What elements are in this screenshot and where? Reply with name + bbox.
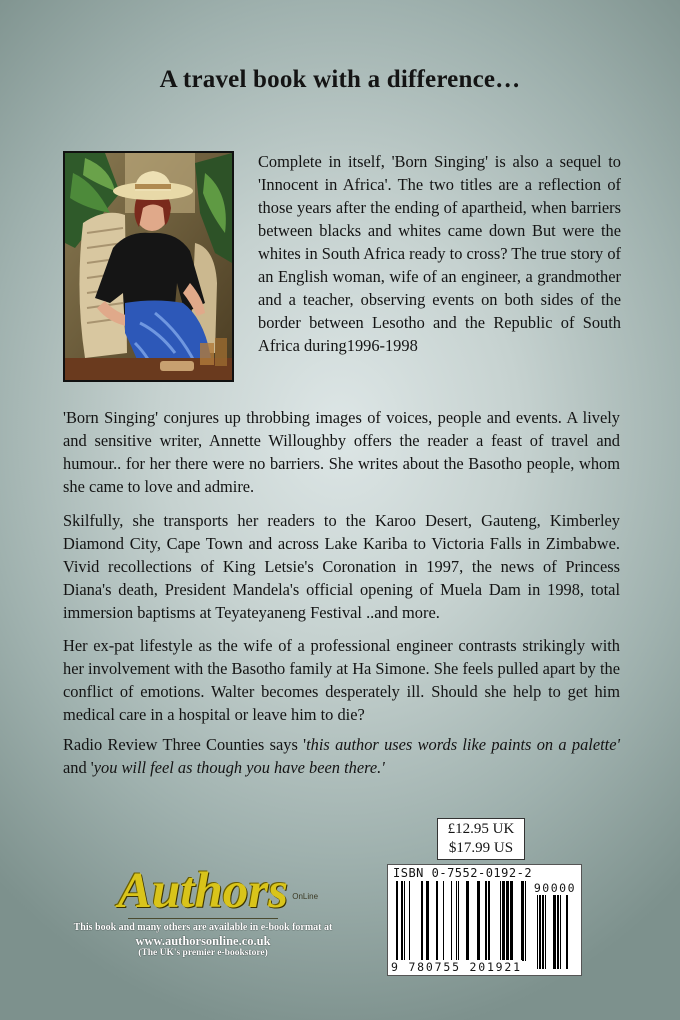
barcode-bar <box>409 881 410 961</box>
review-text <box>63 733 620 779</box>
barcode-bar <box>510 881 513 961</box>
description-paragraph-2 <box>63 509 620 624</box>
barcode-bar <box>502 881 505 961</box>
review-lead: Radio Review Three Counties says ' <box>63 735 307 754</box>
review-paragraph <box>63 733 620 779</box>
review-quote-2: you will feel as though you have been there.' <box>93 758 385 777</box>
headline: A travel book with a difference… <box>159 66 521 93</box>
barcode-bar <box>542 895 544 969</box>
barcode-bar <box>456 881 457 961</box>
publisher-subtitle: (The UK's premier e-bookstore) <box>138 948 268 958</box>
barcode-bar <box>560 895 561 969</box>
barcode-bar <box>421 881 423 961</box>
barcode-bar <box>451 881 452 961</box>
paragraph-text: 'Born Singing' conjures up throbbing images of voices, people and events. A lively and sensitive writer, Annette Willoughby offers the reader a feast of travel and humour.. for her there were no barriers. She writes about the Basotho people, whom she came to love and admire. <box>63 408 620 496</box>
author-portrait-icon <box>65 153 232 380</box>
price-us: $17.99 US <box>448 840 514 856</box>
barcode-bar <box>521 881 524 961</box>
barcode-bar <box>537 895 538 969</box>
barcode-bar <box>477 881 480 961</box>
barcode-bar <box>553 895 556 969</box>
barcode-bar <box>539 895 541 969</box>
barcode-bar <box>396 881 398 961</box>
publisher-url[interactable]: www.authorsonline.co.uk <box>135 934 271 948</box>
paragraph-text: Skilfully, she transports her readers to the Karoo Desert, Gauteng, Kimberley Diamond City, Cape Town and across Lake Kariba to Victoria Falls in Zimbabwe. Vivid recollections of King Letsie's Coronation in 1997, the news of Princess Diana's death, President Mandela's official opening of Muela Dam in 1998, total immersion baptisms at Teyateyaneng Festival ..and more. <box>63 511 620 622</box>
description-paragraph-3 <box>63 634 620 726</box>
review-quote-1: this author uses words like paints on a palette' <box>306 735 620 754</box>
barcode-bar <box>545 895 546 969</box>
barcode-bar <box>458 881 459 961</box>
barcode-bar <box>488 881 490 961</box>
addon-digits: 90000 <box>533 881 576 895</box>
barcode-bar <box>485 881 487 961</box>
price-box <box>437 818 525 860</box>
barcode-bar <box>443 881 444 961</box>
publisher-note: This book and many others are available in e-book format at <box>73 922 333 933</box>
barcode-bar <box>525 881 526 961</box>
price-uk: £12.95 UK <box>447 821 515 837</box>
description-paragraph-1 <box>63 406 620 498</box>
publisher-logo <box>117 863 319 919</box>
barcode-bar <box>426 881 429 961</box>
publisher-name: Authors <box>117 863 289 919</box>
isbn-label: ISBN 0-7552-0192-2 <box>393 866 533 880</box>
author-photo <box>63 151 234 382</box>
barcode-bar <box>466 881 469 961</box>
ean-digits: 9 780755 201921 <box>391 960 522 974</box>
paragraph-text: Her ex-pat lifestyle as the wife of a professional engineer contrasts strikingly with her involvement with the Basotho family at Ha Simone. She feels pulled apart by the conflict of emotions. Walter becomes desperately ill. Should she help to get him medical care in a hospital or leave him to die? <box>63 636 620 724</box>
barcode-bar <box>436 881 438 961</box>
barcode-bar <box>566 895 568 969</box>
intro-paragraph: Complete in itself, 'Born Singing' is also a sequel to 'Innocent in Africa'. The two titles are a reflection of those years after the ending of apartheid, when barriers between blacks and whites came down But were the whites in South Africa ready to cross? The true story of an English woman, wife of an engineer, a grandmother and a teacher, observing events on both sides of the border between Lesotho and the Republic of South Africa during1996-1998 <box>258 152 621 355</box>
barcode-bar <box>401 881 403 961</box>
barcode-bar <box>557 895 559 969</box>
barcode-bar <box>404 881 405 961</box>
publisher-tag: OnLine <box>292 892 319 901</box>
review-mid: and ' <box>63 758 94 777</box>
barcode-box <box>387 864 582 976</box>
barcode-bar <box>500 881 501 961</box>
barcode-bar <box>506 881 509 961</box>
publisher-block <box>62 863 344 959</box>
